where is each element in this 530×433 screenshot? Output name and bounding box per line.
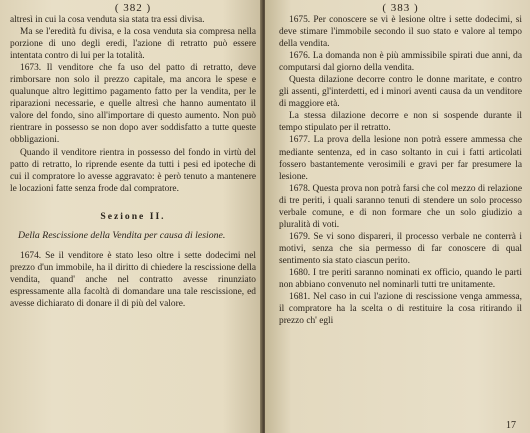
paragraph: La stessa dilazione decorre e non si sospende durante il tempo stipulato per il retratto. — [279, 111, 522, 134]
left-page — [0, 0, 262, 433]
left-text — [10, 14, 256, 311]
page-number: ( 383 ) — [382, 2, 419, 14]
paragraph: altresì in cui la cosa venduta sia stata tra essi divisa. — [10, 15, 205, 25]
section-heading: Sezione II. — [100, 210, 166, 222]
paragraph: 1678. Questa prova non potrà farsi che col mezzo di relazione di tre periti, i quali saranno tenuti di stendere un solo processo verbale comune, e di non formare che un solo giudizio a pluralità di voti. — [279, 183, 522, 230]
page-number: ( 382 ) — [114, 2, 152, 14]
right-page — [265, 0, 530, 433]
paragraph: 1673. Il venditore che fa uso del patto di retratto, deve rimborsare non solo il prezzo capitale, ma ancora le spese e qualunque altro legittimo pagamento fatto per la vendita, per le riparazioni necessarie, e quelle altresì che hanno aumentato il valore del fondo, sino all'importare di questo aumento. Non può rientrare in possesso se non dopo aver soddisfatto a tutte queste obbligazioni. — [10, 63, 256, 146]
paragraph: 1681. Nel caso in cui l'azione di rescissione venga ammessa, il compratore ha la scelta o di restituire la cosa ritirando il prezzo ch' egli — [279, 292, 522, 327]
paragraph: 1675. Per conoscere se vi è lesione oltre i sette dodecimi, si deve stimare l'immobile secondo il suo stato e valore al tempo della vendita. — [279, 15, 522, 50]
signature-mark: 17 — [506, 420, 516, 431]
paragraph: Ma se l'eredità fu divisa, e la cosa venduta sia compresa nella porzione di uno degli eredi, l'azione di retratto può essere intentata contro di lui per la totalità. — [10, 27, 256, 62]
paragraph: 1680. I tre periti saranno nominati ex officio, quando le parti non abbiano convenuto nel nominarli tutti tre unitamente. — [279, 267, 522, 291]
paragraph: 1674. Se il venditore è stato leso oltre i sette dodecimi nel prezzo d'un immobile, ha il diritto di chiedere la rescissione della vendita, quand' anche nel contratto avesse rinunziato espressamente alla facoltà di domandare una tale rescissione, ed avesse dichiarato di donare il di più del valore. — [10, 251, 256, 310]
paragraph: 1677. La prova della lesione non potrà essere ammessa che mediante sentenza, ed in caso soltanto in cui i fatti articolati fossero bastantemente verosimili e gravi per far presumere la lesione. — [279, 135, 522, 182]
section-subtitle: Della Rescissione della Vendita per causa di lesione. — [18, 229, 226, 241]
right-text — [279, 14, 522, 327]
paragraph: 1676. La domanda non è più ammissibile spirati due anni, da computarsi dal giorno della vendita. — [279, 51, 522, 74]
paragraph: Questa dilazione decorre contro le donne maritate, e contro gli assenti, gl'interdetti, ed i minori aventi causa da un venditore di maggiore età. — [279, 75, 522, 110]
paragraph: Quando il venditore rientra in possesso del fondo in virtù del patto di retratto, lo riprende esente da tutti i pesi ed ipoteche di cui il compratore lo avesse aggravato: è però tenuto a mantenere le locazioni fatte senza frode dal compratore. — [10, 147, 256, 194]
paragraph: 1679. Se vi sono dispareri, il processo verbale ne conterrà i motivi, senza che sia permesso di far conoscere di qual sentimento sia stato ciascun perito. — [279, 231, 522, 266]
